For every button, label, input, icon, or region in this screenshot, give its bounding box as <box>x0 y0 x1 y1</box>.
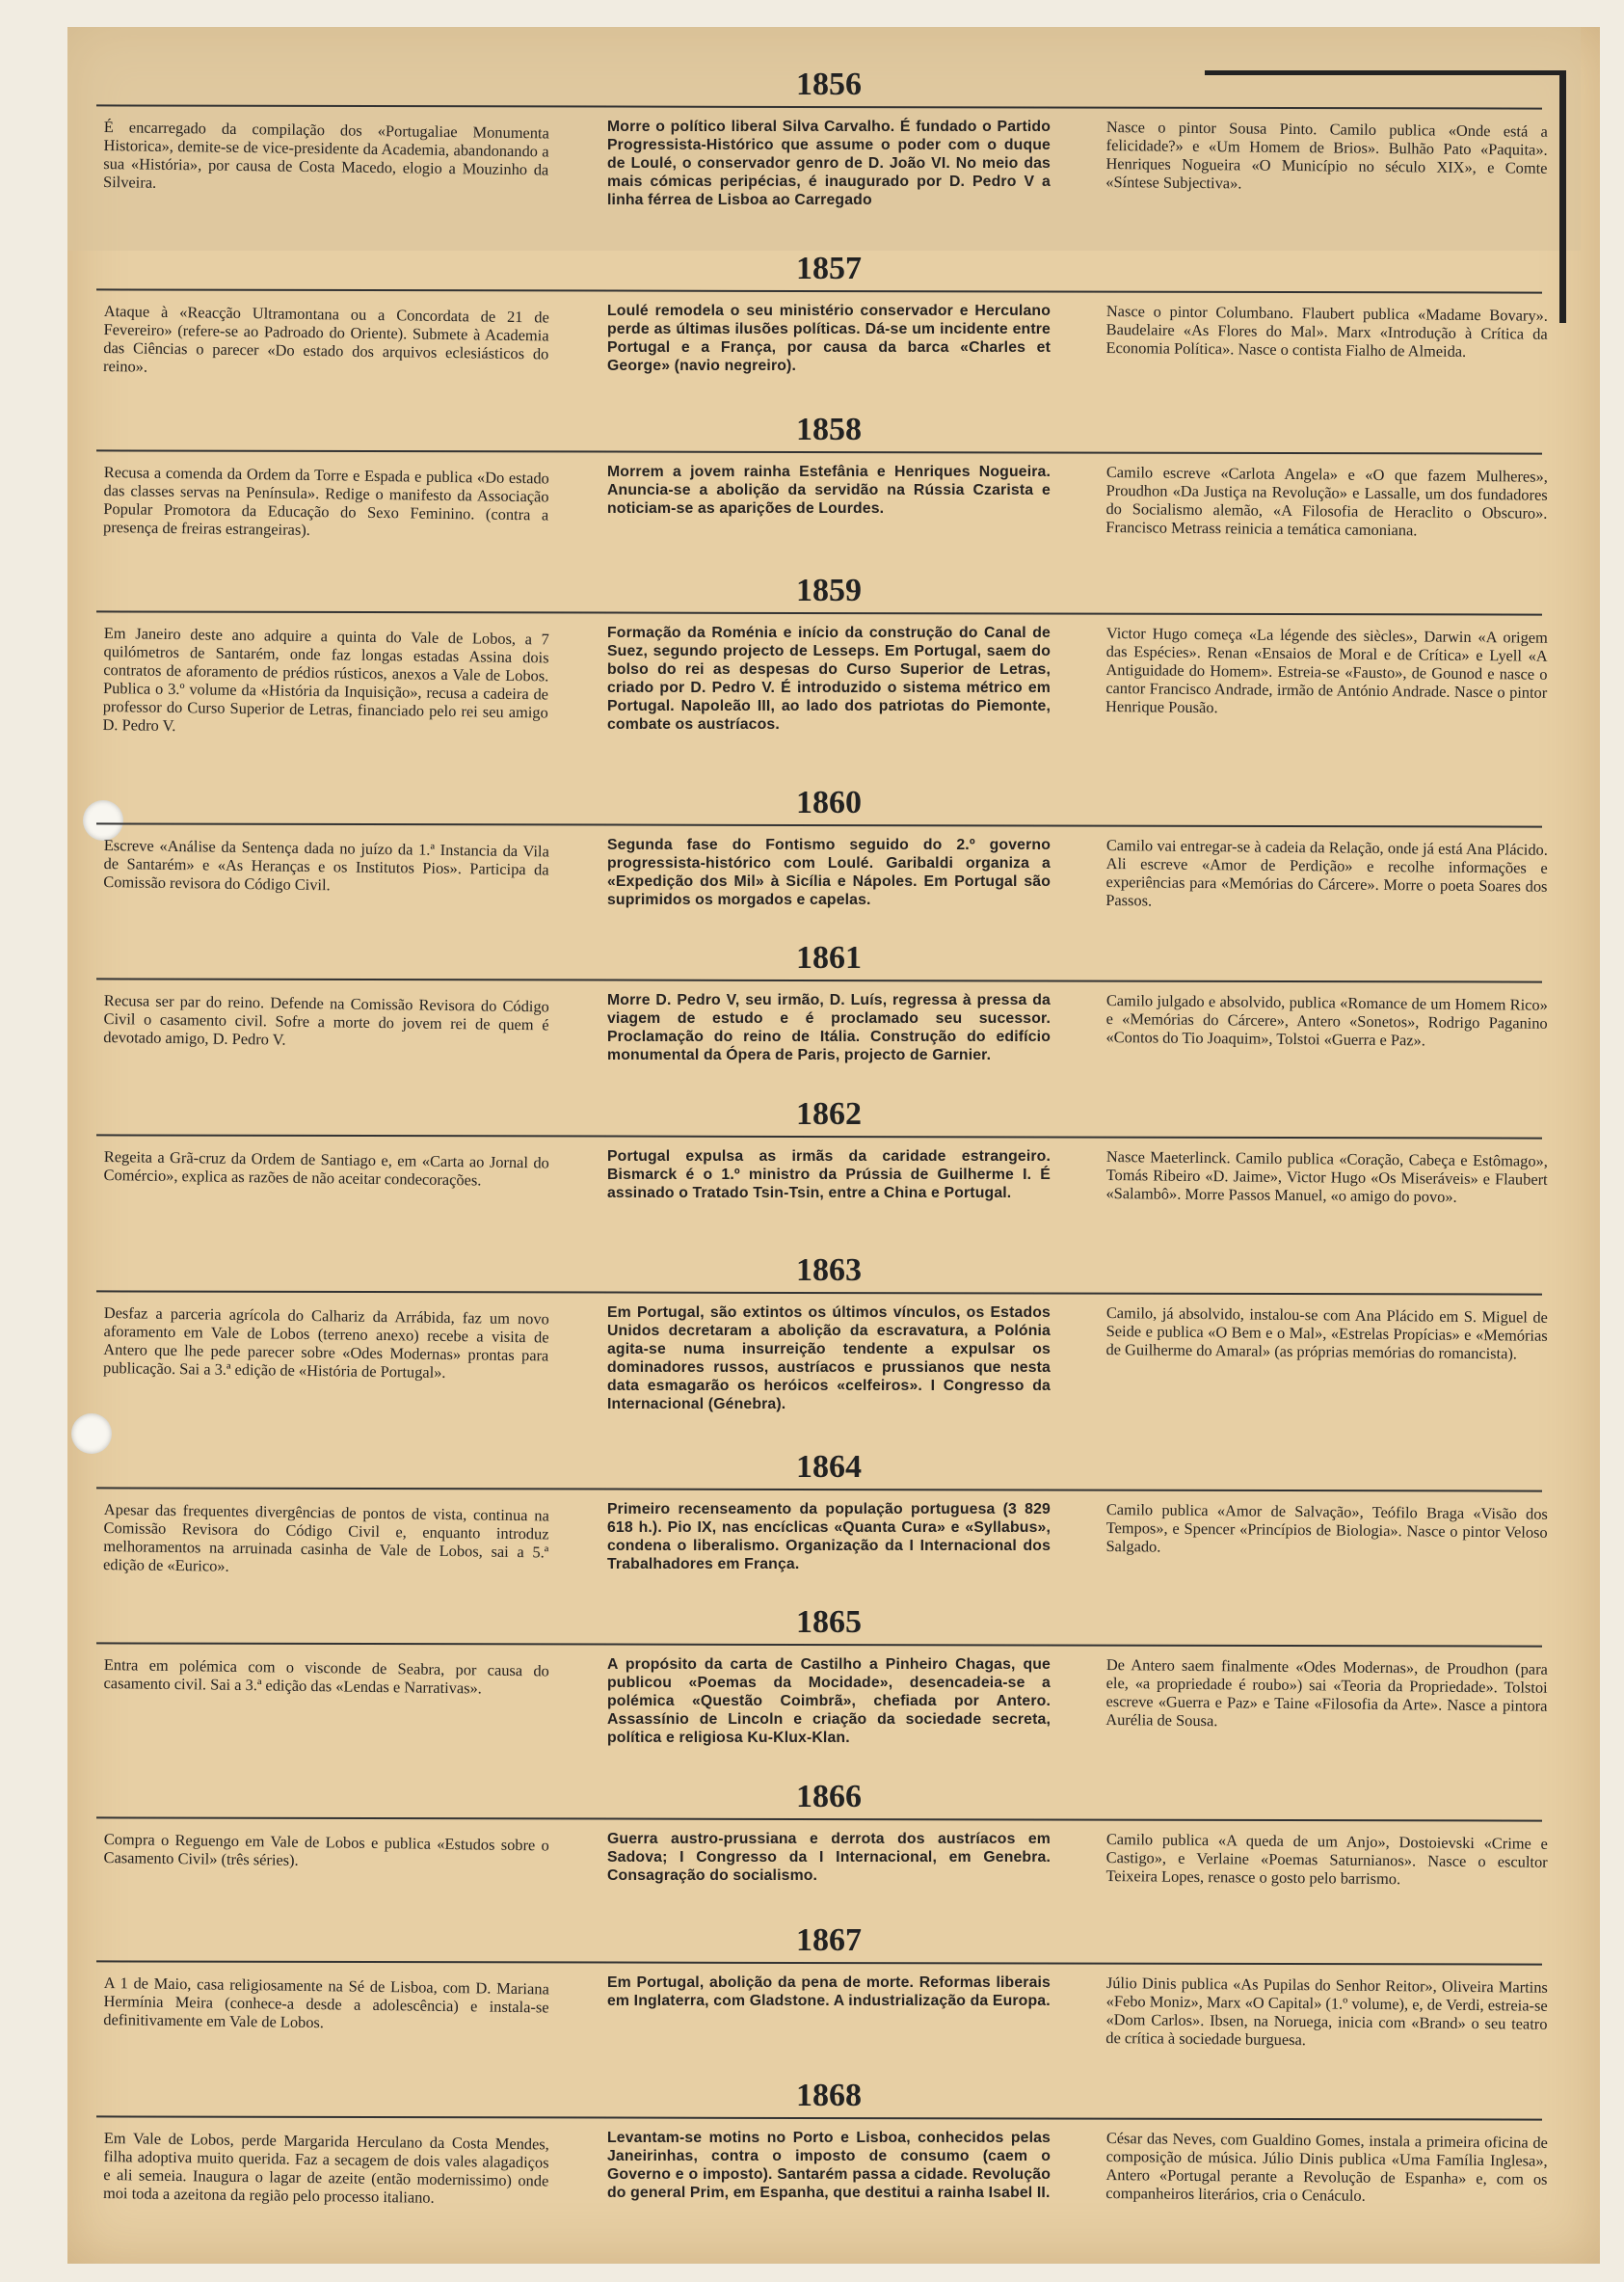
year-heading: 1860 <box>796 785 862 820</box>
history-entry: Morre D. Pedro V, seu irmão, D. Luís, regressa à pressa da viagem de estudo e é proclamado seu sucessor. Proclamação do reino de Itália. Construção do edifício monumental da Ópera de Paris, projecto de Garnier. <box>607 992 1051 1063</box>
culture-column <box>1105 1830 1548 1890</box>
herculano-entry: Ataque à «Reacção Ultramontana ou a Concordata de 21 de Fevereiro» (refere-se ao Padroado do Oriente). Submete à Academia das Ciências o parecer «Do estado dos arquivos eclesiásticos do reino». <box>102 302 549 376</box>
portugal-world-column <box>607 1147 1051 1202</box>
herculano-entry: Desfaz a parceria agrícola do Calhariz da Arrábida, faz um novo aforamento em Vale de Lobos (terreno anexo) recebe a visita de Antero que lhe pede parecer sobre «Odes Modernas» prontas para publicação. Sai a 3.ª edição de «História de Portugal». <box>102 1303 549 1382</box>
year-heading: 1857 <box>796 251 862 286</box>
year-heading: 1865 <box>796 1604 862 1640</box>
herculano-entry: Em Janeiro deste ano adquire a quinta do Vale de Lobos, a 7 quilómetros de Santarém, onde faz longas estadas Assina dois contratos de aforamento de prédios rústicos, anexos a Vale de Lobos. Publica o 3.º volume da «História da Inquisição», recusa a cadeira de professor do Curso Superior de Letras, financiado pelo rei seu amigo D. Pedro V. <box>102 624 549 736</box>
herculano-entry: Entra em polémica com o visconde de Seabra, por causa do casamento civil. Sai a 3.ª edição das «Lendas e Narrativas». <box>103 1655 549 1698</box>
culture-entry: Camilo julgado e absolvido, publica «Romance de um Homem Rico» e «Memórias do Cárcere», Antero «Sonetos», Rodrigo Paganino «Contos do Tio Joaquim», Tolstoi «Guerra e Paz». <box>1105 991 1548 1050</box>
culture-entry: Nasce o pintor Sousa Pinto. Camilo publica «Onde está a felicidade?» e «Um Homem de Brios». Bulhão Pato «Paquita». Henriques Nogueira «O Município no século XIX», e Comte «Síntese Subjectiva». <box>1105 118 1548 193</box>
page-border-right <box>1559 70 1566 323</box>
portugal-world-column <box>607 1303 1051 1413</box>
culture-column <box>1105 624 1548 720</box>
herculano-column <box>103 1655 548 1698</box>
culture-column <box>1105 1303 1548 1363</box>
history-entry: A propósito da carta de Castilho a Pinheiro Chagas, que publicou «Poemas da Mocidade», desencadeia-se a polémica «Questão Coimbrã», chefiada por Antero. Assassínio de Lincoln e criação da sociedade secreta, política e religiosa Ku-Klux-Klan. <box>607 1656 1051 1746</box>
herculano-entry: É encarregado da compilação dos «Portugaliae Monumenta Historica», demite-se de vice-presidente da Academia, abandonando a sua «História», por causa de Costa Macedo, elogio a Mouzinho da Silveira. <box>102 118 549 192</box>
section-rule <box>96 1642 1542 1647</box>
section-rule <box>96 449 1542 454</box>
herculano-column <box>103 302 549 381</box>
herculano-entry: Recusa ser par do reino. Defende na Comissão Revisora do Código Civil o casamento civil. Sofre a morte do jovem rei de quem é devotado amigo, D. Pedro V. <box>103 991 549 1049</box>
herculano-column <box>103 463 549 542</box>
culture-column <box>1105 836 1548 914</box>
culture-entry: Camilo, já absolvido, instalou-se com Ana Plácido em S. Miguel de Seide e publica «O Bem e o Mal», «Estrelas Propícias» e «Memórias de Guilherme do Amaral» (as próprias memórias do romancista). <box>1105 1303 1548 1363</box>
culture-entry: Nasce o pintor Columbano. Flaubert publica «Madame Bovary». Baudelaire «As Flores do Mal». Marx «Introdução à Crítica da Economia Política». Nasce o contista Fialho de Almeida. <box>1105 302 1548 361</box>
culture-column <box>1105 991 1548 1051</box>
history-entry: Loulé remodela o seu ministério conservador e Herculano perde as últimas ilusões políticas. Dá-se um incidente entre Portugal e a França, por causa da barca «Charles et George» (navio negreiro). <box>607 303 1051 374</box>
herculano-column <box>103 118 549 197</box>
herculano-column <box>103 836 549 897</box>
culture-entry: Camilo publica «Amor de Salvação», Teófilo Braga «Visão dos Tempos», e Spencer «Princípios de Biologia». Nasce o pintor Veloso Salgado. <box>1105 1500 1548 1556</box>
culture-entry: De Antero saem finalmente «Odes Modernas», de Proudhon (para ele, «a propriedade é roubo») sai «Teoria da Propriedade». Tolstoi escreve «Guerra e Paz» e Taine «Filosofia da Arte». Nasce a pintora Aurélia de Sousa. <box>1105 1655 1548 1731</box>
herculano-entry: Regeita a Grã-cruz da Ordem de Santiago e, em «Carta ao Jornal do Comércio», explica as razões de não aceitar condecorações. <box>103 1147 549 1190</box>
portugal-world-column <box>607 991 1051 1064</box>
history-entry: Guerra austro-prussiana e derrota dos austríacos em Sadova; I Congresso da I Internacional, em Genebra. Consagração do socialismo. <box>607 1831 1051 1884</box>
page-border-top <box>1205 70 1566 75</box>
year-heading: 1863 <box>796 1252 862 1288</box>
culture-entry: Victor Hugo começa «La légende des siècles», Darwin «A origem das Espécies». Renan «Ensaios de Moral e de Crítica» e Lyell «A Antiguidade do Homem». Estreia-se «Fausto», de Gounod e nasce o cantor Francisco Andrade, irmão de António Andrade. Nasce o pintor Henrique Pousão. <box>1105 624 1548 717</box>
culture-column <box>1105 1655 1548 1733</box>
section-rule <box>96 610 1542 615</box>
section-rule <box>96 1290 1542 1295</box>
herculano-entry: Em Vale de Lobos, perde Margarida Herculano da Costa Mendes, filha adoptiva muito querida. Faz a secagem de dois vales alagadiços e ali semeia. Inaugura o lagar de azeite (então modernissimo) onde moi toda a azeitona da região pelo processo italiano. <box>102 2129 549 2207</box>
culture-column <box>1105 1147 1548 1207</box>
year-heading: 1858 <box>796 412 862 447</box>
section-rule <box>96 1816 1542 1821</box>
newsprint-page <box>67 27 1600 2264</box>
section-rule <box>96 1487 1542 1491</box>
history-entry: Portugal expulsa as irmãs da caridade estrangeiro. Bismarck é o 1.º ministro da Prússia de Guilherme I. É assinado o Tratado Tsin-Tsin, entre a China e Portugal. <box>607 1148 1051 1201</box>
year-heading: 1867 <box>796 1922 862 1958</box>
year-heading: 1861 <box>796 940 862 976</box>
culture-column <box>1105 302 1548 362</box>
portugal-world-column <box>607 624 1051 734</box>
punch-hole <box>83 800 123 841</box>
punch-hole <box>71 1413 112 1454</box>
year-heading: 1862 <box>796 1096 862 1132</box>
culture-entry: César das Neves, com Gualdino Gomes, instala a primeira oficina de composição de música. Júlio Dinis publica «Uma Família Inglesa», Antero «Portugal perante a Revolução de Espanha» e, com os companheiros literários, cria o Cenáculo. <box>1105 2129 1548 2205</box>
history-entry: Em Portugal, são extintos os últimos vínculos, os Estados Unidos decretaram a abolição da escravatura, a Polónia agita-se numa insurreição tendente a expulsar os dominadores russos, austríacos e prussianos que nesta data esmagarão os heróicos «celfeiros». I Congresso da Internacional (Génebra). <box>607 1304 1051 1412</box>
year-heading: 1868 <box>796 2078 862 2113</box>
section-rule <box>96 1134 1542 1139</box>
herculano-column <box>103 1830 548 1872</box>
herculano-column <box>103 1147 548 1190</box>
history-entry: Formação da Roménia e início da construção do Canal de Suez, segundo projecto de Lesseps. Em Portugal, saem do bolso do rei as despesas do Curso Superior de Letras, criado por D. Pedro V. É introduzido o sistema métrico em Portugal. Napoleão III, ao lado dos patriotas do Piemonte, combate os austríacos. <box>607 625 1051 733</box>
herculano-entry: A 1 de Maio, casa religiosamente na Sé de Lisboa, com D. Mariana Hermínia Meira (conhece-a desde a adolescência) e instala-se definitivamente em Vale de Lobos. <box>103 1973 549 2032</box>
culture-column <box>1105 118 1548 196</box>
portugal-world-column <box>607 1830 1051 1885</box>
year-heading: 1856 <box>796 67 862 102</box>
history-entry: Segunda fase do Fontismo seguido do 2.º governo progressista-histórico com Loulé. Garibaldi organiza a «Expedição dos Mil» à Sicília e Nápoles. Em Portugal são suprimidos os morgados e capelas. <box>607 837 1051 908</box>
culture-entry: Camilo escreve «Carlota Angela» e «O que fazem Mulheres», Proudhon «Da Justiça na Revolução» e Lassalle, um dos fundadores do Socialismo alemão, «A Filosofia de Heraclito o Obscuro». Francisco Metrass reinicia a temática camoniana. <box>1105 463 1548 540</box>
year-heading: 1866 <box>796 1779 862 1814</box>
portugal-world-column <box>607 302 1051 375</box>
history-entry: Em Portugal, abolição da pena de morte. Reformas liberais em Inglaterra, com Gladstone. A industrialização da Europa. <box>607 1974 1051 2009</box>
portugal-world-column <box>607 2129 1051 2202</box>
history-entry: Levantam-se motins no Porto e Lisboa, conhecidos pelas Janeirinhas, contra o imposto de consumo (caem o Governo e o imposto). Santarém passa a cidade. Revolução do general Prim, em Espanha, que destitui a rainha Isabel II. <box>607 2130 1051 2201</box>
culture-column <box>1105 2129 1548 2207</box>
portugal-world-column <box>607 1500 1051 1573</box>
herculano-column <box>103 1973 549 2034</box>
culture-column <box>1105 1973 1548 2052</box>
culture-entry: Nasce Maeterlinck. Camilo publica «Coração, Cabeça e Estômago», Tomás Ribeiro «D. Jaime», Victor Hugo «Os Miseráveis» e Flaubert «Salambô». Morre Passos Manuel, «o amigo do povo». <box>1105 1147 1548 1206</box>
herculano-column <box>103 1303 549 1383</box>
herculano-column <box>102 624 549 739</box>
herculano-entry: Compra o Reguengo em Vale de Lobos e publica «Estudos sobre o Casamento Civil» (três séries). <box>103 1830 549 1869</box>
herculano-entry: Escreve «Análise da Sentença dada no juízo da 1.ª Instancia da Vila de Santarém» e «As Heranças e os Institutos Pios». Participa da Comissão revisora do Código Civil. <box>103 836 549 895</box>
portugal-world-column <box>607 118 1051 209</box>
section-rule <box>96 288 1542 293</box>
culture-entry: Camilo publica «A queda de um Anjo», Dostoievski «Crime e Castigo», e Verlaine «Poemas Saturnianos». Nasce o escultor Teixeira Lopes, renasce o gosto pelo barrismo. <box>1105 1830 1548 1889</box>
section-rule <box>96 978 1542 982</box>
section-rule <box>96 1960 1542 1965</box>
portugal-world-column <box>607 1655 1051 1747</box>
year-heading: 1859 <box>796 573 862 608</box>
portugal-world-column <box>607 836 1051 909</box>
herculano-column <box>103 991 549 1052</box>
history-entry: Primeiro recenseamento da população portuguesa (3 829 618 h.). Pio IX, nas encíclicas «Quanta Cura» e «Syllabus», condena o liberalismo. Organização da I Internacional dos Trabalhadores em França. <box>607 1501 1051 1572</box>
section-rule <box>96 2115 1542 2120</box>
culture-entry: Camilo vai entregar-se à cadeia da Relação, onde já está Ana Plácido. Ali escreve «Amor de Perdição» e recolhe informações e experiências para «Memórias do Cárcere». Morre o poeta Soares dos Passos. <box>1105 836 1548 910</box>
portugal-world-column <box>607 463 1051 518</box>
culture-column <box>1105 463 1548 541</box>
culture-entry: Júlio Dinis publica «As Pupilas do Senhor Reitor», Oliveira Martins «Febo Moniz», Marx «O Capital» (1.º volume), e, de Verdi, estreia-se «Dom Carlos». Ibsen, na Noruega, inicia com «Brand» o seu teatro de crítica à sociedade burguesa. <box>1105 1973 1548 2050</box>
herculano-entry: Apesar das frequentes divergências de pontos de vista, continua na Comissão Revisora do Código Civil e, enquanto introduz melhoramentos na arruinada casinha de Vale de Lobos, sai a 5.ª edição de «Eurico». <box>102 1500 549 1575</box>
portugal-world-column <box>607 1973 1051 2010</box>
year-heading: 1864 <box>796 1449 862 1485</box>
culture-column <box>1105 1500 1548 1560</box>
herculano-column <box>103 2129 549 2208</box>
history-entry: Morrem a jovem rainha Estefânia e Henriques Nogueira. Anuncia-se a abolição da servidão na Rússia Czarista e noticiam-se as aparições de Lourdes. <box>607 464 1051 517</box>
herculano-column <box>103 1500 549 1579</box>
section-rule <box>96 822 1542 827</box>
herculano-entry: Recusa a comenda da Ordem da Torre e Espada e publica «Do estado das classes servas na Península». Redige o manifesto da Associação Popular Promotora da Educação do Sexo Feminino. (contra a presença de freiras estrangeiras). <box>102 463 549 539</box>
history-entry: Morre o político liberal Silva Carvalho. É fundado o Partido Progressista-Histórico que assume o poder com o duque de Loulé, o conservador genro de D. João VI. No meio das mais cómicas peripécias, é inaugurado por D. Pedro V a linha férrea de Lisboa ao Carregado <box>607 119 1051 208</box>
